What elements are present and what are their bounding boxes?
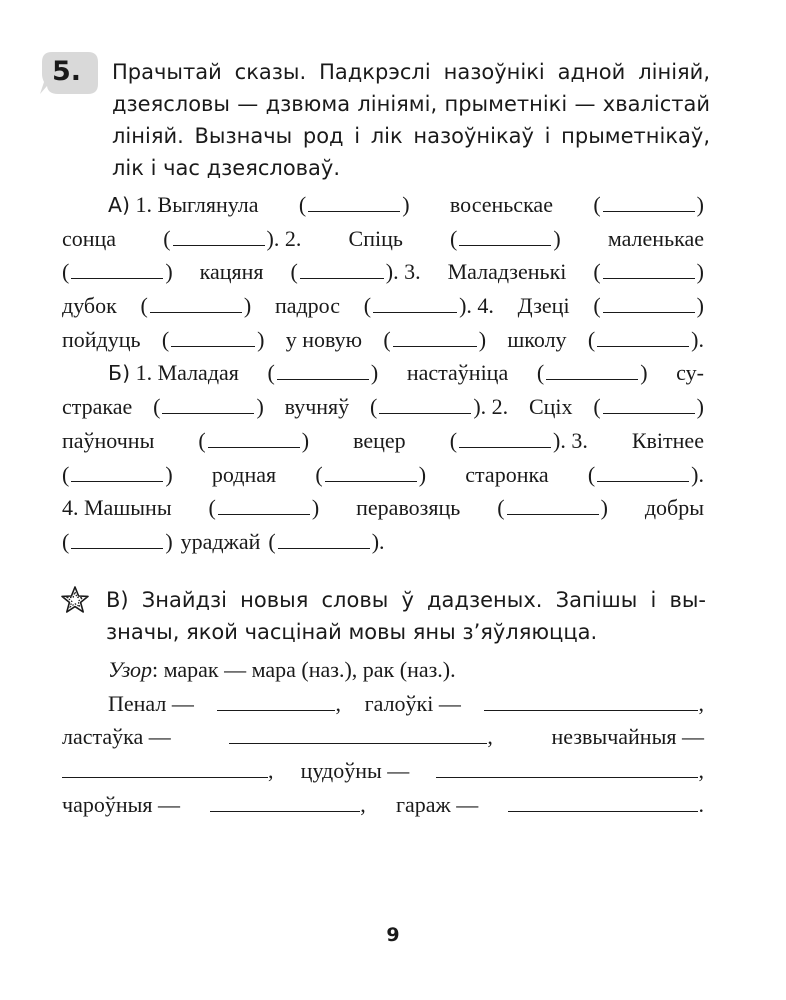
task-number-badge	[38, 50, 100, 100]
word: Дзеці	[517, 293, 570, 319]
word: Сціх	[528, 394, 573, 420]
exercise-line: 4. Машыны ( ) перавозяць ( ) добры	[62, 491, 704, 525]
answer-blank[interactable]	[459, 446, 551, 448]
part-v-instruction	[106, 584, 706, 648]
word: сонца	[62, 225, 117, 251]
sentence-number: 2.	[284, 225, 302, 251]
word: перавозяць	[356, 495, 461, 521]
word: цудоўны —	[300, 758, 410, 784]
part-v-exercise	[62, 653, 704, 821]
answer-blank[interactable]	[603, 277, 695, 279]
word: пойдуць	[62, 326, 141, 352]
exercise-line: паўночны ( ) вецер ( ). 3. Квітнее	[62, 424, 704, 458]
word: родная	[211, 461, 277, 487]
answer-blank[interactable]	[300, 277, 384, 279]
word: восеньскае	[449, 192, 553, 217]
star-icon	[60, 585, 90, 615]
word: галоўкі —	[364, 690, 461, 716]
answer-underline[interactable]	[436, 776, 698, 778]
sentence-number: 4.	[62, 495, 79, 521]
answer-blank[interactable]	[597, 345, 689, 347]
instruction-line: значы, якой часцінай мовы яны з’яўляюцца.	[106, 620, 598, 644]
answer-underline[interactable]	[484, 709, 698, 711]
word: гараж —	[395, 791, 479, 817]
exercise-line: сонца ( ). 2. Спіць ( ) маленькае	[62, 222, 704, 256]
answer-blank[interactable]	[171, 345, 255, 347]
part-v-label: В)	[106, 588, 129, 612]
sentence-number: 3.	[571, 427, 588, 453]
word: чароўныя —	[62, 791, 181, 817]
answer-blank[interactable]	[546, 378, 638, 380]
part-a-label: А)	[108, 193, 131, 217]
word: у новую	[285, 326, 363, 352]
sentence-number: 4.	[477, 293, 494, 319]
answer-blank[interactable]	[150, 311, 242, 313]
example-text: : марак — мара (наз.), рак (наз.).	[152, 657, 456, 682]
page-number: 9	[386, 924, 400, 946]
answer-blank[interactable]	[173, 244, 265, 246]
exercise-line: А) 1. Выглянула ( ) восеньскае ( )	[62, 188, 704, 222]
answer-line: чароўныя — , гараж — .	[62, 788, 704, 822]
part-b-label: Б)	[108, 361, 131, 386]
answer-blank[interactable]	[603, 311, 695, 313]
sentence-number: 1.	[135, 192, 153, 217]
exercise-line: пойдуць ( ) у новую ( ) школу ( ).	[62, 323, 704, 357]
answer-underline[interactable]	[217, 709, 335, 711]
answer-line: ластаўка — , незвычайныя —	[62, 720, 704, 754]
answer-blank[interactable]	[71, 480, 163, 482]
word: маленькае	[607, 225, 704, 251]
word: Квітнее	[631, 427, 704, 453]
word: Маладая	[157, 360, 239, 386]
word: добры	[644, 495, 704, 521]
word: стракае	[62, 394, 133, 420]
word: Выглянула	[157, 192, 259, 217]
example-line	[62, 653, 704, 687]
answer-blank[interactable]	[597, 480, 689, 482]
example-label: Узор	[108, 657, 152, 682]
word: вучняў	[284, 394, 350, 420]
answer-blank[interactable]	[162, 412, 254, 414]
answer-blank[interactable]	[325, 480, 417, 482]
answer-blank[interactable]	[218, 513, 310, 515]
exercise-line: стракае ( ) вучняў ( ). 2. Сціх ( )	[62, 390, 704, 424]
word: ураджай	[180, 528, 261, 554]
answer-underline[interactable]	[62, 776, 268, 778]
answer-line: , цудоўны — ,	[62, 754, 704, 788]
answer-blank[interactable]	[379, 412, 471, 414]
word: Спіць	[348, 225, 403, 251]
word: вецер	[353, 427, 406, 453]
answer-blank[interactable]	[603, 412, 695, 414]
instruction-line: лініяй. Вызначы род і лік назоўнікаў і прыметнікаў,	[112, 124, 710, 148]
exercise-line: ( ) кацяня ( ). 3. Маладзенькі ( )	[62, 255, 704, 289]
answer-blank[interactable]	[71, 277, 163, 279]
instruction-line: лік і час дзеясловаў.	[112, 156, 341, 180]
answer-underline[interactable]	[508, 810, 698, 812]
answer-underline[interactable]	[229, 742, 487, 744]
exercise-line: ( ) ураджай ( ).	[62, 525, 704, 559]
answer-blank[interactable]	[278, 547, 370, 549]
answer-line: Пенал — , галоўкі — ,	[62, 687, 704, 721]
word: дубок	[62, 293, 117, 319]
word: паўночны	[62, 427, 155, 453]
answer-blank[interactable]	[393, 345, 477, 347]
word: ластаўка —	[62, 724, 171, 750]
answer-blank[interactable]	[603, 210, 695, 212]
task-number: 5.	[52, 56, 82, 87]
answer-blank[interactable]	[507, 513, 599, 515]
sentence-number: 2.	[491, 394, 509, 420]
answer-blank[interactable]	[71, 547, 163, 549]
word: настаўніца	[406, 360, 509, 386]
word: незвычайныя —	[551, 724, 704, 750]
sentence-number: 3.	[404, 259, 421, 285]
answer-blank[interactable]	[277, 378, 369, 380]
answer-blank[interactable]	[373, 311, 457, 313]
instruction-line	[106, 584, 706, 616]
answer-underline[interactable]	[210, 810, 360, 812]
task-instruction	[112, 56, 710, 184]
word: падрос	[274, 293, 340, 319]
word: Машыны	[84, 495, 172, 521]
word: старонка	[465, 461, 549, 487]
word: кацяня	[199, 259, 264, 285]
sentence-number: 1.	[135, 360, 153, 386]
answer-blank[interactable]	[459, 244, 551, 246]
exercise-line: ( ) родная ( ) старонка ( ).	[62, 458, 704, 492]
word: Маладзенькі	[447, 259, 567, 285]
instruction-line: Прачытай сказы. Падкрэслі назоўнікі адной лініяй,	[112, 60, 710, 84]
exercise-sentences	[62, 188, 704, 559]
exercise-line: Б) 1. Маладая ( ) настаўніца ( ) су-	[62, 356, 704, 390]
instruction-line: дзеясловы — дзвюма лініямі, прыметнікі — хвалістай	[112, 92, 710, 116]
word: школу	[507, 326, 567, 352]
word: су-	[676, 360, 704, 386]
instruction-text: Знайдзі новыя словы ў дадзеных. Запішы і вы-	[141, 588, 706, 612]
answer-blank[interactable]	[208, 446, 300, 448]
exercise-line: дубок ( ) падрос ( ). 4. Дзеці ( )	[62, 289, 704, 323]
answer-blank[interactable]	[308, 210, 400, 212]
word: Пенал —	[108, 690, 194, 716]
